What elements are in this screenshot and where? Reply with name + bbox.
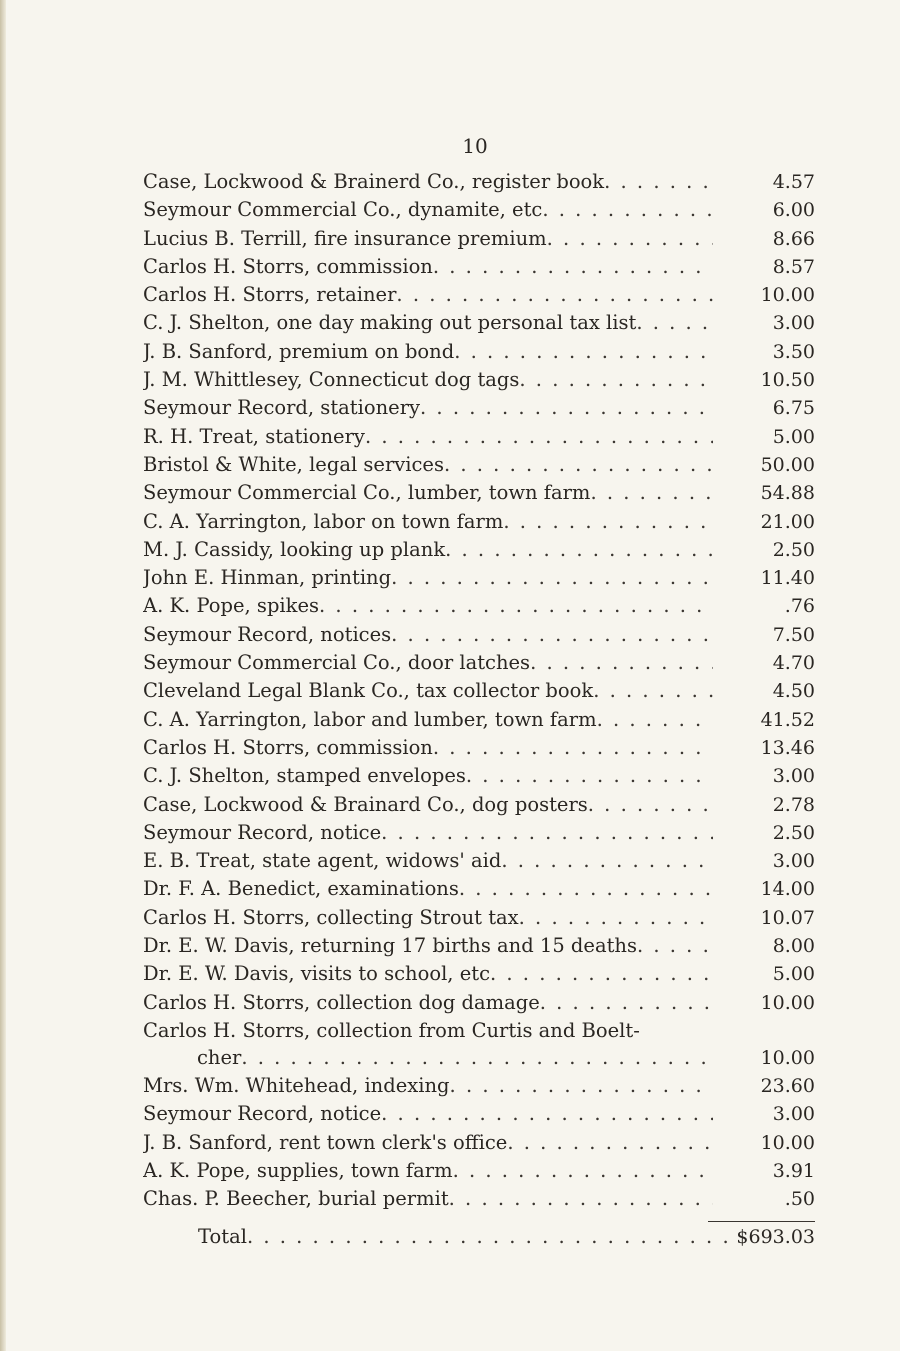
- ledger-row: [143, 564, 815, 592]
- dot-leader: [501, 847, 713, 875]
- ledger-row: [143, 989, 815, 1017]
- entry-description-cell: [143, 281, 713, 309]
- expense-ledger: [143, 168, 815, 1252]
- dot-leader: [519, 904, 713, 932]
- dot-leader: [433, 734, 713, 762]
- ledger-row: [143, 451, 815, 479]
- entry-description: Carlos H. Storrs, retainer: [143, 283, 397, 307]
- dot-leader: [420, 394, 713, 422]
- entry-description: R. H. Treat, stationery: [143, 424, 365, 448]
- ledger-row: [143, 366, 815, 394]
- entry-amount: 3.00: [772, 1103, 815, 1126]
- ledger-row: [143, 875, 815, 903]
- entry-description: A. K. Pope, spikes: [143, 594, 320, 618]
- ledger-row: [143, 932, 815, 960]
- entry-description: Seymour Record, stationery: [143, 396, 421, 420]
- entry-description-cell: [143, 366, 713, 394]
- ledger-row: [143, 196, 815, 224]
- entry-amount: 8.00: [772, 935, 815, 958]
- entry-description: M. J. Cassidy, looking up plank: [143, 537, 446, 561]
- dot-leader: [593, 677, 713, 705]
- entry-description: J. B. Sanford, rent town clerk's office: [143, 1130, 508, 1154]
- entry-amount: 54.88: [760, 482, 815, 505]
- ledger-row: [143, 225, 815, 253]
- entry-description: Carlos H. Storrs, collection from Curtis and Boelt-: [143, 1018, 640, 1042]
- entry-amount: 3.00: [772, 765, 815, 788]
- entry-description: Dr. F. A. Benedict, examinations: [143, 877, 459, 901]
- total-label: Total: [198, 1225, 247, 1249]
- entry-description-cell: [143, 564, 713, 592]
- entry-amount: 10.00: [760, 1131, 815, 1154]
- entry-description: Carlos H. Storrs, commission: [143, 735, 433, 759]
- entry-amount: 21.00: [760, 510, 815, 533]
- entry-description-continuation: cher: [197, 1045, 242, 1069]
- dot-leader: [454, 338, 713, 366]
- ledger-row: [143, 394, 815, 422]
- ledger-row: [143, 253, 815, 281]
- entry-amount: 8.57: [772, 255, 815, 278]
- ledger-row: [143, 649, 815, 677]
- entry-amount: 10.00: [760, 991, 815, 1014]
- entry-description: Case, Lockwood & Brainerd Co., register book: [143, 170, 605, 193]
- entry-description-cell: [143, 904, 713, 932]
- entry-description: E. B. Treat, state agent, widows' aid: [143, 849, 502, 873]
- entry-description: Mrs. Wm. Whitehead, indexing: [143, 1073, 450, 1097]
- entry-description: Carlos H. Storrs, collecting Strout tax: [143, 905, 519, 929]
- ledger-row: [143, 168, 815, 196]
- ledger-row: [143, 791, 815, 819]
- ledger-row: [143, 1185, 815, 1213]
- dot-leader: [636, 309, 713, 337]
- dot-leader: [604, 168, 713, 196]
- dot-leader: [530, 649, 713, 677]
- ledger-row: [143, 677, 815, 705]
- entry-amount: 3.00: [772, 850, 815, 873]
- entry-description-continued-line: [143, 1044, 713, 1072]
- ledger-row: [143, 1072, 815, 1100]
- dot-leader: [597, 706, 713, 734]
- dot-leader: [503, 508, 713, 536]
- entry-description-cell: [143, 309, 713, 337]
- entry-description-cell: [143, 1100, 713, 1128]
- total-row: [143, 1222, 815, 1252]
- entry-description: Seymour Record, notices: [143, 622, 392, 646]
- dot-leader: [381, 819, 713, 847]
- dot-leader: [241, 1044, 713, 1072]
- dot-leader: [453, 1157, 713, 1185]
- entry-amount: 2.78: [772, 793, 815, 816]
- entry-description: Seymour Commercial Co., dynamite, etc: [143, 198, 543, 222]
- ledger-row: [143, 309, 815, 337]
- entry-description-cell: [143, 960, 713, 988]
- entry-description-cell: [143, 1072, 713, 1100]
- page-spine-shadow: [0, 0, 6, 1351]
- entry-description-cell: [143, 706, 713, 734]
- dot-leader: [637, 932, 713, 960]
- entry-amount: 10.00: [760, 1046, 815, 1069]
- entry-amount: 5.00: [772, 425, 815, 448]
- entry-description-cell: [143, 508, 713, 536]
- page-number: 10: [462, 134, 488, 158]
- entry-description-cell: [143, 1157, 713, 1185]
- total-amount: $693.03: [736, 1226, 815, 1249]
- entry-description: Carlos H. Storrs, collection dog damage: [143, 990, 540, 1014]
- entry-description-cell: [143, 677, 713, 705]
- entry-amount: .76: [784, 595, 815, 618]
- ledger-row: [143, 1100, 815, 1128]
- dot-leader: [547, 225, 713, 253]
- entry-amount: 14.00: [760, 878, 815, 901]
- entry-description: Dr. E. W. Davis, visits to school, etc: [143, 962, 491, 986]
- dot-leader: [396, 281, 713, 309]
- entry-description: Chas. P. Beecher, burial permit: [143, 1187, 449, 1211]
- entry-description: Dr. E. W. Davis, returning 17 births and 15 deaths: [143, 934, 637, 958]
- ledger-row: [143, 734, 815, 762]
- entry-description-cell: [143, 394, 713, 422]
- entry-description-cell: [143, 253, 713, 281]
- dot-leader: [490, 960, 713, 988]
- entry-amount: 10.50: [760, 369, 815, 392]
- entry-description-cell: [143, 479, 713, 507]
- entry-amount: 4.70: [772, 652, 815, 675]
- entry-description: C. A. Yarrington, labor on town farm: [143, 509, 504, 533]
- entry-description: C. J. Shelton, stamped envelopes: [143, 764, 466, 788]
- entry-description: Carlos H. Storrs, commission: [143, 254, 433, 278]
- entry-amount: 10.07: [760, 906, 815, 929]
- ledger-row: [143, 1129, 815, 1157]
- dot-leader: [319, 592, 713, 620]
- entry-description-cell: [143, 621, 713, 649]
- entry-description-cell: [143, 791, 713, 819]
- entry-description-cell: [143, 1017, 713, 1072]
- ledger-row: [143, 621, 815, 649]
- dot-leader: [433, 253, 713, 281]
- ledger-row: [143, 508, 815, 536]
- ledger-rows: [143, 168, 815, 1213]
- entry-description-cell: [143, 338, 713, 366]
- entry-amount: 10.00: [760, 284, 815, 307]
- entry-description-cell: [143, 1129, 713, 1157]
- entry-description: J. M. Whittlesey, Connecticut dog tags: [143, 368, 520, 392]
- dot-leader: [588, 791, 713, 819]
- ledger-row: [143, 960, 815, 988]
- dot-leader: [381, 1100, 713, 1128]
- dot-leader: [542, 196, 713, 224]
- ledger-row: [143, 536, 815, 564]
- entry-amount: 13.46: [760, 736, 815, 759]
- entry-description: Seymour Commercial Co., door latches: [143, 651, 531, 675]
- entry-amount: .50: [784, 1188, 815, 1211]
- ledger-row: [143, 1157, 815, 1185]
- dot-leader: [449, 1185, 713, 1213]
- entry-description-cell: [143, 819, 713, 847]
- ledger-row: [143, 423, 815, 451]
- ledger-row: [143, 706, 815, 734]
- entry-description-cell: [143, 423, 713, 451]
- entry-description: C. A. Yarrington, labor and lumber, town farm: [143, 707, 597, 731]
- entry-description: A. K. Pope, supplies, town farm: [143, 1158, 453, 1182]
- entry-description-cell: [143, 932, 713, 960]
- ledger-row: [143, 847, 815, 875]
- entry-description: Seymour Record, notice: [143, 820, 382, 844]
- entry-description-cell: [143, 1185, 713, 1213]
- entry-description: Case, Lockwood & Brainard Co., dog posters: [143, 792, 588, 816]
- entry-amount: 50.00: [760, 453, 815, 476]
- entry-amount: 3.50: [772, 340, 815, 363]
- entry-amount: 4.50: [772, 680, 815, 703]
- entry-description-cell: [143, 196, 713, 224]
- dot-leader: [519, 366, 713, 394]
- dot-leader: [459, 875, 713, 903]
- entry-description-cell: [143, 592, 713, 620]
- entry-description-cell: [143, 734, 713, 762]
- ledger-row: [143, 592, 815, 620]
- entry-description-cell: [143, 225, 713, 253]
- dot-leader: [391, 564, 713, 592]
- entry-amount: 6.75: [772, 397, 815, 420]
- dot-leader: [365, 423, 713, 451]
- entry-amount: 23.60: [760, 1074, 815, 1097]
- ledger-row: [143, 819, 815, 847]
- dot-leader: [540, 989, 713, 1017]
- entry-description: Seymour Record, notice: [143, 1102, 382, 1126]
- dot-leader: [590, 479, 713, 507]
- entry-description-cell: [143, 847, 713, 875]
- entry-amount: 3.91: [772, 1159, 815, 1182]
- entry-description-cell: [143, 649, 713, 677]
- entry-amount: 6.00: [772, 199, 815, 222]
- ledger-row: [143, 479, 815, 507]
- entry-amount: 2.50: [772, 538, 815, 561]
- ledger-row: [143, 1017, 815, 1072]
- entry-description-cell: [143, 989, 713, 1017]
- entry-amount: 2.50: [772, 821, 815, 844]
- entry-description: Cleveland Legal Blank Co., tax collector book: [143, 679, 594, 703]
- dot-leader: [444, 451, 713, 479]
- dot-leader: [445, 536, 713, 564]
- entry-description-cell: [143, 875, 713, 903]
- entry-amount: 8.66: [772, 227, 815, 250]
- entry-description: J. B. Sanford, premium on bond: [143, 339, 455, 363]
- entry-description-cell: [143, 168, 713, 196]
- entry-amount: 3.00: [772, 312, 815, 335]
- entry-description: Bristol & White, legal services: [143, 452, 444, 476]
- entry-amount: 4.57: [772, 171, 815, 193]
- ledger-row: [143, 904, 815, 932]
- dot-leader: [247, 1222, 736, 1252]
- entry-description: C. J. Shelton, one day making out personal tax list: [143, 311, 637, 335]
- ledger-row: [143, 338, 815, 366]
- dot-leader: [507, 1129, 713, 1157]
- ledger-row: [143, 762, 815, 790]
- ledger-row: [143, 281, 815, 309]
- entry-amount: 41.52: [760, 708, 815, 731]
- entry-description-cell: [143, 451, 713, 479]
- entry-description: John E. Hinman, printing: [143, 566, 392, 590]
- dot-leader: [391, 621, 713, 649]
- entry-amount: 5.00: [772, 963, 815, 986]
- entry-description: Lucius B. Terrill, fire insurance premium: [143, 226, 547, 250]
- entry-amount: 7.50: [772, 623, 815, 646]
- dot-leader: [450, 1072, 713, 1100]
- entry-description-cell: [143, 762, 713, 790]
- entry-description: Seymour Commercial Co., lumber, town farm: [143, 481, 591, 505]
- dot-leader: [466, 762, 713, 790]
- entry-description-cell: [143, 536, 713, 564]
- entry-amount: 11.40: [760, 567, 815, 590]
